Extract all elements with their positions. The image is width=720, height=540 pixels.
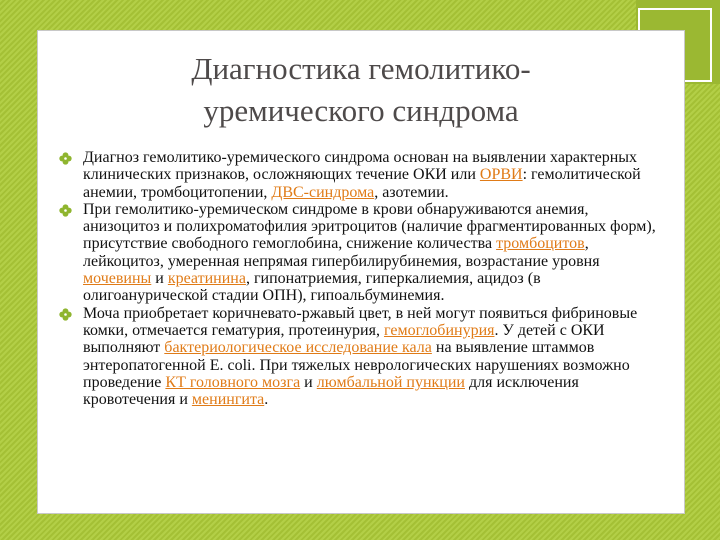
reference-link[interactable]: мочевины [83, 270, 152, 288]
bullet-text: и [151, 270, 168, 288]
clover-bullet-icon [59, 204, 72, 217]
bullet-text: При гемолитико-уремическом синдроме в крови обнаруживаются анемия, анизоцитоз и полихроматофилия эритроцитов (наличие фрагментированных форм), присутствие свободного гемоглобина, снижение количества [83, 200, 656, 253]
bullet-text: Моча приобретает коричневато-ржавый цвет, в ней могут появиться фибриновые комки, отмечается гематурия, протеинурия, [83, 304, 638, 339]
reference-link[interactable]: тромбоцитов [496, 235, 585, 253]
bullet-text: . У детей с ОКИ выполняют [83, 321, 605, 357]
bullet-text: и [300, 373, 317, 391]
reference-link[interactable]: креатинина [167, 270, 246, 288]
title-line-2: уремического синдрома [203, 93, 519, 128]
reference-link[interactable]: бактериологическое исследование кала [164, 339, 432, 357]
reference-link[interactable]: менингита [191, 391, 265, 409]
bullet-text: , азотемии. [374, 183, 449, 201]
reference-link[interactable]: КТ головного мозга [165, 373, 301, 391]
clover-bullet-icon [59, 308, 72, 321]
bullet-item [56, 305, 666, 409]
bullet-item [56, 201, 666, 305]
bullet-list [56, 149, 666, 408]
bullet-text: для исключения кровотечения и [83, 373, 579, 409]
reference-link[interactable]: люмбальной пункции [316, 373, 465, 391]
clover-bullet-icon [59, 152, 72, 165]
reference-link[interactable]: ОРВИ [479, 166, 523, 184]
bullet-text: Диагноз гемолитико-уремического синдрома основан на выявлении характерных клинических признаков, осложняющих течение ОКИ или [83, 149, 637, 184]
bullet-text: на выявление штаммов энтеропатогенной E. coli. При тяжелых неврологических нарушениях возможно проведение [83, 339, 630, 391]
title-line-1: Диагностика гемолитико- [191, 51, 531, 86]
bullet-item [56, 149, 666, 201]
bullet-text: . [264, 391, 269, 409]
reference-link[interactable]: ДВС-синдрома [271, 183, 375, 201]
slide-title [37, 48, 685, 132]
reference-link[interactable]: гемоглобинурия [383, 321, 495, 339]
bullet-text: , гипонатриемия, гиперкалиемия, ацидоз (в олигоанурической стадии ОПН), гипоальбуминемия. [83, 270, 541, 305]
bullet-text: , лейкоцитоз, умеренная непрямая гипербилирубинемия, возрастание уровня [83, 235, 600, 270]
bullet-text: : гемолитической анемии, тромбоцитопении, [83, 166, 641, 201]
